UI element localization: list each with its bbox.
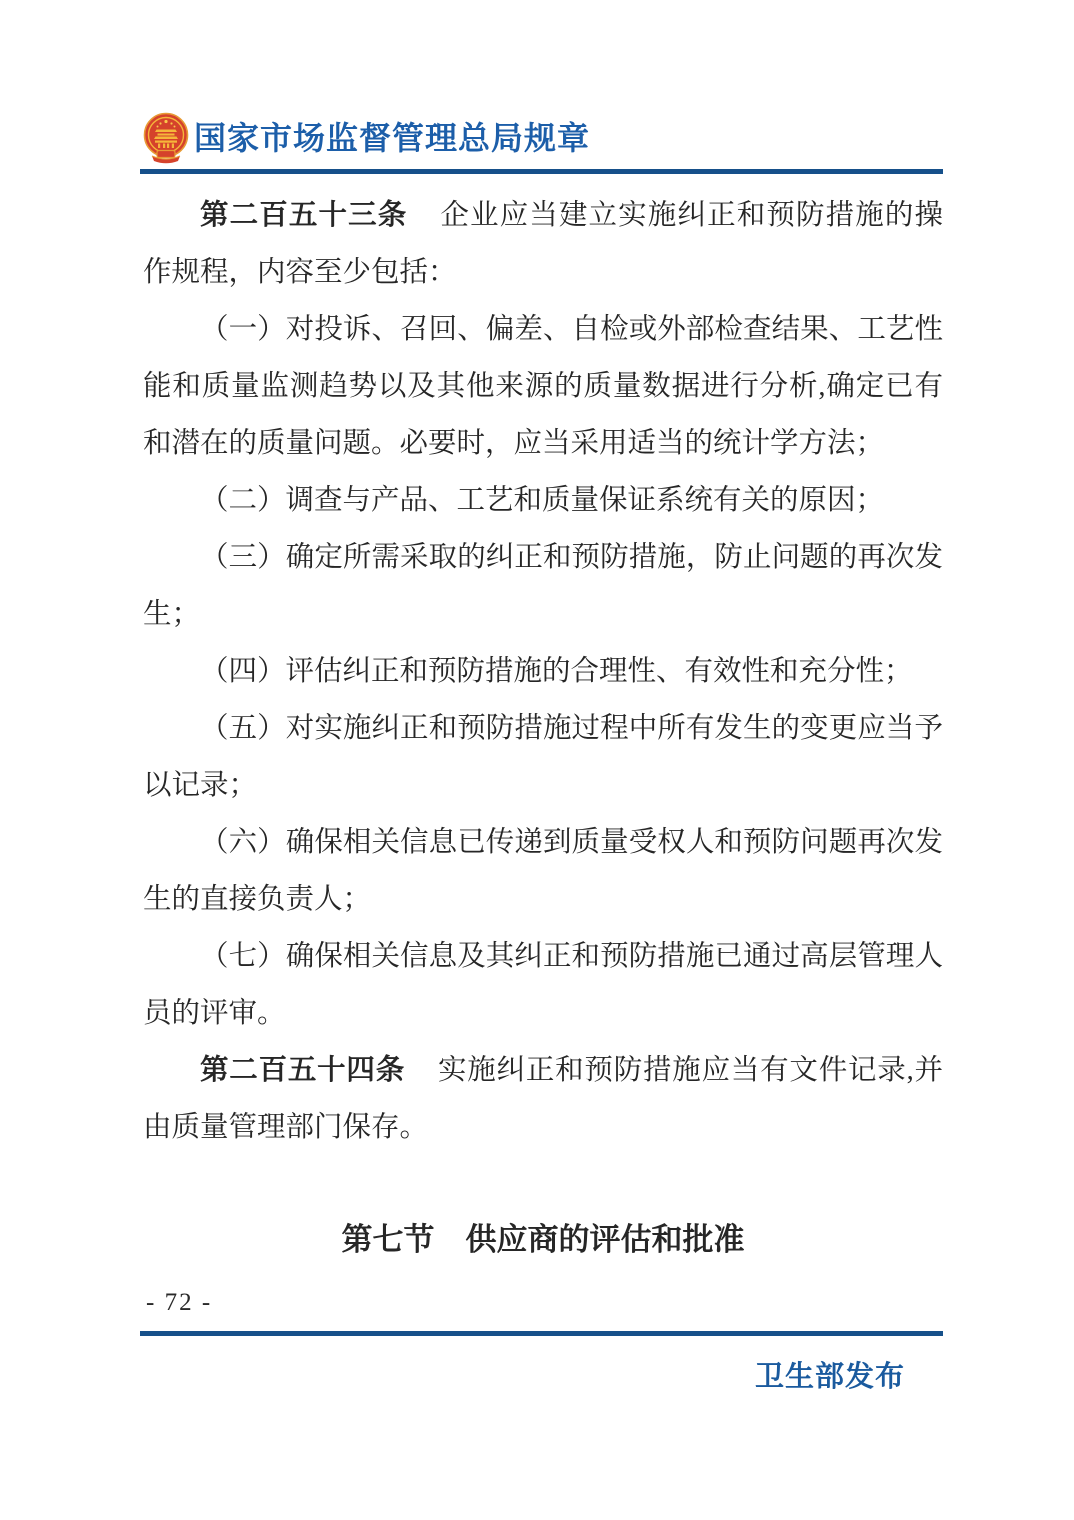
page-number: - 72 - — [146, 1289, 213, 1316]
national-emblem-icon — [142, 112, 190, 164]
article-text: 实施纠正和预防措施应当有文件记录,并由质量管理部门保存。 — [143, 1055, 943, 1143]
article-text: （四）评估纠正和预防措施的合理性、有效性和充分性； — [200, 656, 913, 687]
footer-divider — [140, 1331, 943, 1336]
article-text: （一）对投诉、召回、偏差、自检或外部检查结果、工艺性能和质量监测趋势以及其他来源的质量数据进行分析,确定已有和潜在的质量问题。必要时，应当采用适当的统计学方法； — [143, 314, 943, 459]
section-heading: 第七节 供应商的评估和批准 — [341, 1222, 745, 1257]
article-number: 第二百五十三条 — [200, 200, 408, 231]
list-item-5 — [143, 700, 943, 814]
article-253-paragraph — [143, 187, 943, 301]
article-text: （六）确保相关信息已传递到质量受权人和预防问题再次发生的直接负责人； — [143, 827, 943, 915]
list-item-6 — [143, 814, 943, 928]
article-text: （五）对实施纠正和预防措施过程中所有发生的变更应当予以记录； — [143, 713, 943, 801]
article-text: 企业应当建立实施纠正和预防措施的操作规程，内容至少包括： — [143, 200, 943, 288]
article-text: （七）确保相关信息及其纠正和预防措施已通过高层管理人员的评审。 — [143, 941, 943, 1029]
list-item-3 — [143, 529, 943, 643]
article-text: （二）调查与产品、工艺和质量保证系统有关的原因； — [200, 485, 885, 516]
list-item-4 — [143, 643, 943, 700]
header-divider — [140, 169, 943, 174]
list-item-2 — [143, 472, 943, 529]
article-text: （三）确定所需采取的纠正和预防措施，防止问题的再次发生； — [143, 542, 943, 630]
list-item-1 — [143, 301, 943, 472]
list-item-7 — [143, 928, 943, 1042]
article-254-paragraph — [143, 1042, 943, 1156]
article-number: 第二百五十四条 — [200, 1055, 405, 1086]
document-header-title: 国家市场监督管理总局规章 — [194, 120, 591, 156]
publisher-label: 卫生部发布 — [754, 1361, 905, 1393]
document-body — [143, 187, 943, 1268]
